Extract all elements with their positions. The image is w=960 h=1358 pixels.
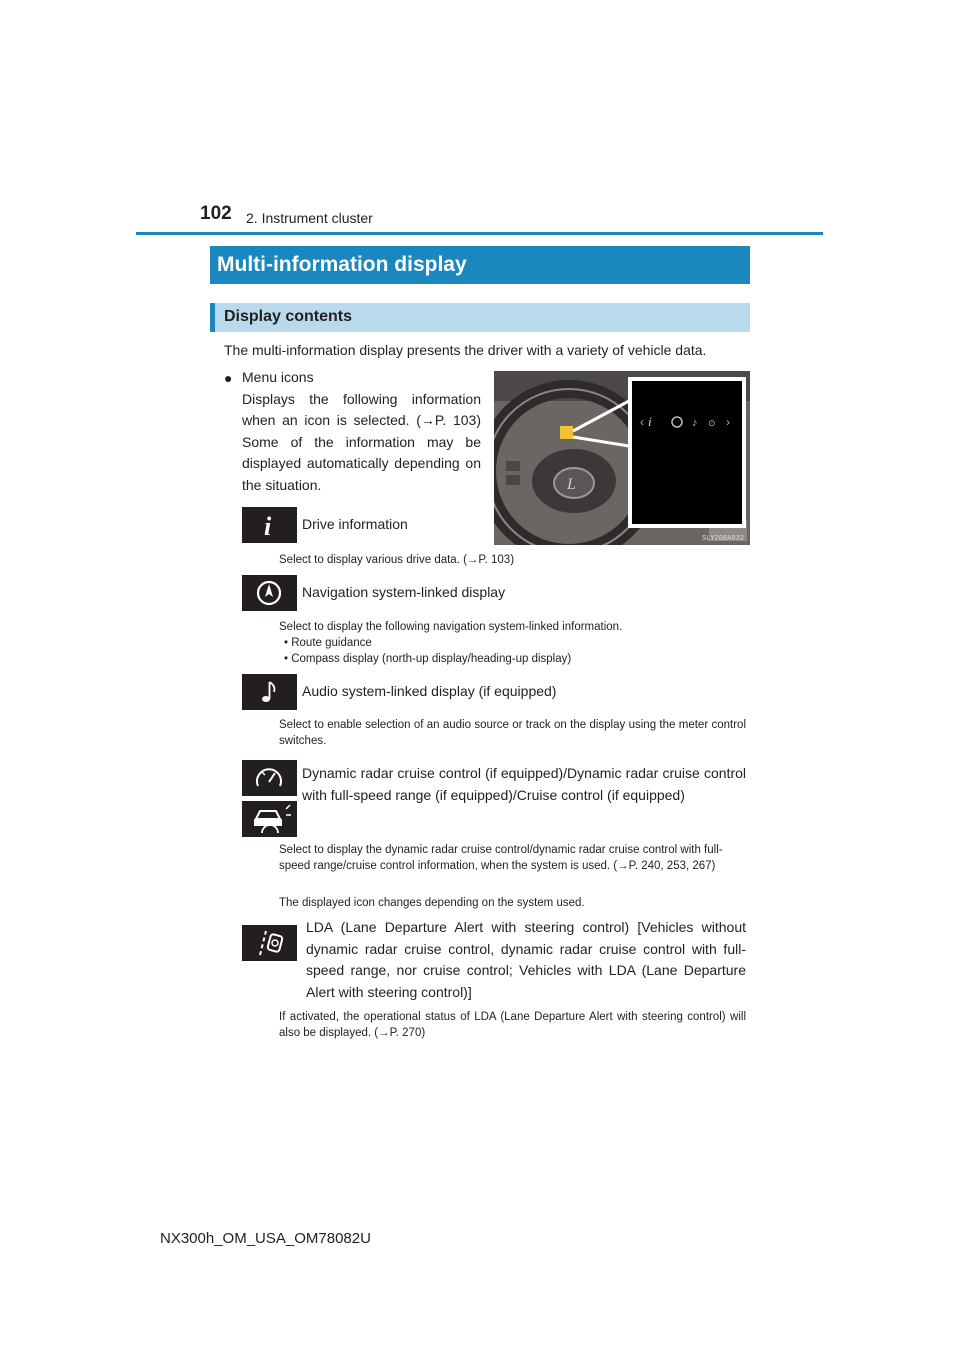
- item-desc-cruise-control: Select to display the dynamic radar cruise control/dynamic radar cruise control with full-speed range/cruise control information, when the system is used. (→P. 240, 253, 267): [279, 844, 723, 872]
- header-rule: [136, 232, 823, 235]
- list-item: • Compass display (north-up display/heading-up display): [284, 653, 572, 665]
- steering-wheel-illustration: [494, 371, 750, 545]
- section-title-bar: [210, 246, 750, 284]
- item-title-cruise-control: Dynamic radar cruise control (if equipped)/Dynamic radar cruise control with full-speed range (if equipped)/Cruise control (if equipped): [302, 765, 746, 803]
- sub-bullet-text: Compass display (north-up display/heading-up display): [291, 653, 572, 665]
- item-title-lda: LDA (Lane Departure Alert with steering control) [Vehicles without dynamic radar cruise control, dynamic radar cruise control with full-speed range, nor cruise control; Vehicles with LDA (Lane Departure Alert with steering control)]: [306, 919, 746, 1000]
- svg-text:i: i: [648, 414, 652, 429]
- radar-cruise-control-icon: [242, 801, 297, 837]
- document-code: NX300h_OM_USA_OM78082U: [160, 1230, 371, 1247]
- cruise-control-icon: [242, 760, 297, 796]
- item-desc-lda: If activated, the operational status of LDA (Lane Departure Alert with steering control) will also be displayed. (→P. 270): [279, 1011, 746, 1039]
- item-title-navigation: Navigation system-linked display: [302, 584, 506, 600]
- item-desc-drive-information: Select to display various drive data. (→P. 103): [279, 554, 515, 566]
- info-icon: [242, 507, 297, 543]
- menu-icons-heading: Menu icons: [242, 369, 314, 385]
- chapter-title: 2. Instrument cluster: [246, 210, 373, 226]
- svg-text:♪: ♪: [692, 417, 698, 429]
- subsection-title: Display contents: [224, 308, 353, 325]
- svg-text:›: ›: [726, 415, 730, 429]
- item-desc-audio: Select to enable selection of an audio source or track on the display using the meter control switches.: [279, 719, 746, 747]
- navigation-icon: [242, 575, 297, 611]
- intro-text: The multi-information display presents the driver with a variety of vehicle data.: [224, 342, 707, 358]
- list-item: • Route guidance: [284, 637, 372, 649]
- menu-icons-block: [242, 367, 481, 497]
- bullet-icon: ●: [224, 370, 233, 386]
- page-number: 102: [200, 203, 232, 224]
- menu-icons-text: Displays the following information when an icon is selected. (→P. 103) Some of the information may be displayed automatically depending on the situation.: [242, 390, 481, 493]
- item-desc-navigation: Select to display the following navigation system-linked information.: [279, 621, 623, 633]
- subsection-title-bar: [210, 303, 750, 332]
- svg-text:⊙: ⊙: [708, 418, 716, 428]
- item-title-drive-information: Drive information: [302, 516, 408, 532]
- item-note-cruise-control: The displayed icon changes depending on the system used.: [279, 897, 585, 909]
- dashboard-illustration: [494, 371, 750, 545]
- music-note-icon: [242, 674, 297, 710]
- section-title: Multi-information display: [217, 253, 467, 276]
- figure-code: SLY20BA032: [701, 535, 744, 543]
- svg-text:‹: ‹: [640, 415, 644, 429]
- svg-text:i: i: [264, 512, 272, 541]
- svg-text:L: L: [567, 476, 576, 493]
- item-title-audio: Audio system-linked display (if equipped): [302, 683, 557, 699]
- lane-departure-icon: [242, 925, 297, 961]
- sub-bullet-text: Route guidance: [291, 637, 372, 649]
